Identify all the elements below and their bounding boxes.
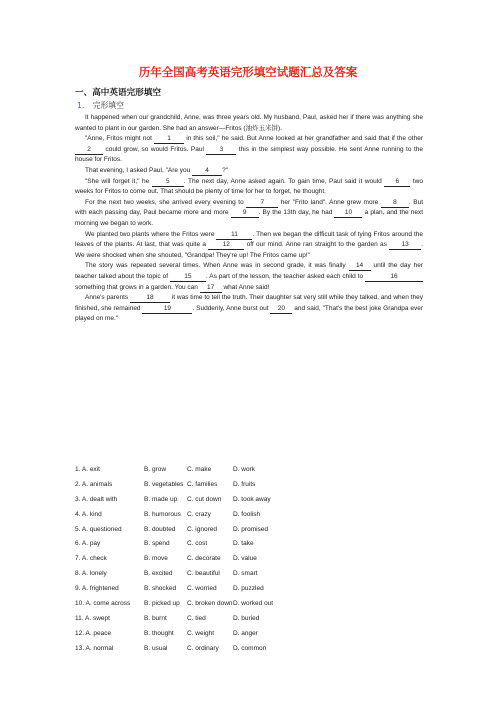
option-choice: D. foolish	[233, 510, 261, 518]
passage-text: her "Frito land". Anne grew more	[278, 198, 381, 206]
passage-text: . Then we began the difficult task of tying Fritos around the leaves of the plants. At last, that was quite a	[75, 230, 423, 249]
option-choice: 2. A. animals	[75, 480, 113, 488]
option-choice: B. doubted	[144, 525, 176, 533]
option-choice: B. shocked	[144, 585, 177, 593]
option-row	[75, 493, 293, 508]
passage-text: what Anne said!	[221, 283, 270, 291]
blank-number: 14	[349, 262, 371, 271]
option-choice: D. worked out	[233, 600, 274, 608]
passage-text: We planted two plants where the Fritos were	[85, 230, 217, 238]
option-row	[75, 523, 293, 538]
passage-text: It happened when our grandchild, Anne, was three years old. My husband, Paul, asked her if there was anything she wanted to plant in our garden. She had an answer—Fritos (油炸玉米饼).	[75, 114, 423, 132]
passage-text: in this soil," he said. But Anne looked at her grandfather and said that if the other	[184, 135, 423, 143]
option-choice: B. humorous	[144, 510, 181, 518]
option-choice: D. work	[233, 466, 256, 473]
passage-paragraph	[75, 113, 423, 134]
option-choice: B. move	[144, 555, 168, 563]
passage-text: ?"	[222, 166, 229, 174]
option-choice: 1. A. exit	[75, 466, 100, 473]
option-choice: 7. A. check	[75, 555, 107, 563]
option-choice: D. promised	[233, 525, 269, 533]
option-row	[75, 582, 293, 597]
option-row	[75, 508, 293, 523]
passage-text: The story was repeated several times. When Anne was in second grade, it was finally	[85, 262, 349, 270]
options-list	[75, 463, 293, 657]
passage-paragraph	[75, 230, 423, 262]
option-choice: 6. A. pay	[75, 540, 101, 548]
option-choice: C. ignored	[187, 525, 217, 533]
passage-text: "Anne, Fritos might not	[85, 135, 155, 143]
option-choice: B. spend	[144, 540, 170, 548]
option-choice: D. value	[233, 555, 257, 563]
passage-text: . The next day, Anne asked again. To gain time, Paul said it would	[183, 177, 385, 185]
blank-number: 1	[154, 135, 184, 144]
blank-number: 7	[246, 199, 278, 208]
passage-paragraph	[75, 198, 423, 230]
option-row	[75, 567, 293, 582]
passage-text: a plan, and the next morning we began to work.	[75, 209, 424, 227]
blank-number: 19	[142, 305, 192, 314]
option-choice: C. families	[187, 480, 218, 488]
passage-text: it was time to tell the truth. Their daughter sat very still while they talked, and when they finished, she remained	[75, 294, 423, 312]
option-row	[75, 627, 293, 642]
option-choice: D. took away	[233, 495, 271, 503]
option-choice: C. worried	[187, 585, 217, 593]
blank-number: 16	[365, 273, 423, 282]
passage-paragraph	[75, 177, 423, 198]
option-choice: C. ordinary	[187, 644, 219, 652]
blank-number: 5	[152, 178, 184, 187]
option-choice: 12. A. peace	[75, 629, 112, 637]
blank-number: 11	[216, 231, 252, 240]
option-choice: 3. A. dealt with	[75, 495, 118, 503]
passage-text: . We were shocked when she shouted, "Grandpa! They're up! The Fritos came up!"	[75, 241, 423, 259]
blank-number: 18	[130, 294, 170, 303]
option-choice: C. cut down	[187, 495, 222, 503]
blank-number: 8	[381, 199, 409, 208]
passage-text: . By the 13th day, he had	[258, 209, 335, 217]
option-choice: B. usual	[144, 644, 168, 652]
option-choice: C. beautiful	[187, 570, 220, 578]
option-choice: 11. A. swept	[75, 614, 110, 622]
option-choice: 10. A. come across	[75, 600, 131, 608]
option-choice: D. fruits	[233, 480, 256, 488]
option-row	[75, 552, 293, 567]
blank-number: 17	[200, 284, 222, 293]
option-row	[75, 478, 293, 493]
option-choice: 5. A. questioned	[75, 525, 122, 533]
question-number: 1．	[77, 101, 90, 110]
option-row	[75, 463, 293, 478]
passage-paragraph	[75, 134, 423, 166]
blank-number: 2	[75, 146, 103, 155]
passage-paragraph	[75, 293, 423, 325]
blank-number: 9	[231, 209, 259, 218]
option-choice: 8. A. lonely	[75, 570, 107, 578]
passage-text: off our mind. Anne ran straight to the garden as	[244, 241, 390, 249]
passage-text: Anne's parents	[85, 294, 130, 302]
option-choice: C. broken down	[187, 600, 233, 608]
option-choice: 13. A. normal	[75, 644, 114, 652]
option-choice: B. burnt	[144, 614, 167, 622]
option-choice: B. made up	[144, 495, 178, 503]
passage-text: two weeks for Fritos to come out. That should be plenty of time for her to forget, he thought.	[75, 177, 423, 196]
option-choice: 9. A. frightened	[75, 585, 119, 593]
question-subheading	[77, 100, 124, 111]
passage-text: . But with each passing day, Paul became more and more	[75, 198, 423, 217]
blank-number: 15	[170, 273, 206, 282]
passage-text: "She will forget it," he	[85, 177, 152, 185]
passage-text: could grow, so would Fritos. Paul	[103, 145, 207, 153]
question-type: 完形填空	[92, 101, 124, 110]
passage-text: For the next two weeks, she arrived every evening to	[85, 198, 247, 206]
passage-paragraph	[75, 166, 423, 177]
option-choice: B. grow	[144, 466, 167, 473]
option-choice: D. common	[233, 644, 267, 652]
option-choice: C. crazy	[187, 510, 211, 518]
blank-number: 4	[192, 167, 222, 176]
passage-text: this in the simplest way possible. He sent Anne running to the house for Fritos.	[75, 145, 423, 164]
option-choice: 4. A. kind	[75, 510, 102, 518]
passage-text: until the day her teacher talked about the topic of	[75, 262, 424, 280]
option-choice: D. take	[233, 540, 254, 548]
option-choice: C. make	[187, 466, 212, 473]
option-choice: B. excited	[144, 570, 173, 578]
option-choice: C. cost	[187, 540, 208, 548]
option-choice: D. buried	[233, 614, 260, 622]
passage-text: . Suddenly, Anne burst out	[192, 304, 271, 312]
passage-text: and said, "That's the best joke Grandpa ever played on me."	[75, 304, 423, 323]
option-choice: B. picked up	[144, 600, 180, 608]
option-row	[75, 612, 293, 627]
blank-number: 20	[270, 305, 292, 314]
passage-text: something that grows in a garden. You can	[75, 283, 200, 291]
option-choice: C. weight	[187, 629, 215, 637]
option-row	[75, 597, 293, 612]
passage-text: That evening, I asked Paul, "Are you	[85, 166, 193, 174]
option-row	[75, 642, 293, 657]
blank-number: 3	[206, 146, 236, 155]
document-title: 历年全国高考英语完形填空试题汇总及答案	[138, 65, 358, 79]
option-choice: B. thought	[144, 629, 174, 637]
passage-body	[75, 113, 423, 325]
blank-number: 10	[334, 209, 362, 218]
section-heading: 一、高中英语完形填空	[75, 88, 161, 98]
option-choice: D. smart	[233, 570, 258, 578]
option-choice: D. puzzled	[233, 585, 264, 593]
blank-number: 13	[389, 241, 421, 250]
option-choice: C. decorate	[187, 555, 221, 563]
option-choice: B. vegetables	[144, 480, 184, 488]
blank-number: 12	[208, 241, 244, 250]
blank-number: 6	[384, 178, 410, 187]
option-row	[75, 537, 293, 552]
option-choice: C. tied	[187, 614, 206, 622]
passage-paragraph	[75, 261, 423, 293]
passage-text: . As part of the lesson, the teacher asked each child to	[205, 272, 365, 280]
option-choice: D. anger	[233, 629, 258, 637]
